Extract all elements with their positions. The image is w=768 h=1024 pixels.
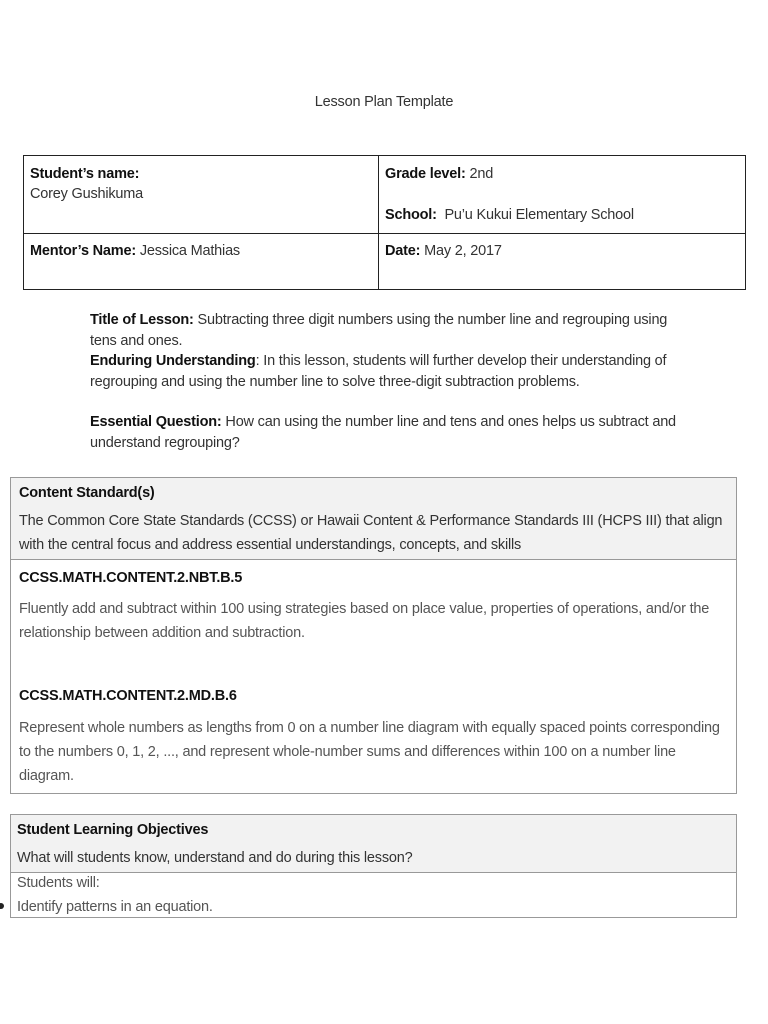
- document-title: Lesson Plan Template: [314, 94, 454, 110]
- learning-objectives-question: What will students know, understand and do during this lesson?: [17, 850, 413, 866]
- lesson-summary: [90, 310, 690, 453]
- essential-question-label: Essential Question:: [90, 414, 222, 430]
- school-value: Pu’u Kukui Elementary School: [444, 207, 634, 223]
- essential-question-value: How can using the number line and tens and ones helps us subtract and understand regrouping?: [90, 414, 676, 451]
- mentor-name-label: Mentor’s Name:: [30, 243, 136, 259]
- lesson-title-label: Title of Lesson:: [90, 312, 194, 328]
- standard-code: CCSS.MATH.CONTENT.2.NBT.B.5: [19, 570, 243, 586]
- standard-code: CCSS.MATH.CONTENT.2.MD.B.6: [19, 688, 237, 704]
- lesson-title-value: Subtracting three digit numbers using the number line and regrouping using tens and ones.: [90, 312, 668, 349]
- enduring-understanding-label: Enduring Understanding: [90, 353, 256, 369]
- school-label: School:: [385, 207, 437, 223]
- lesson-title-paragraph: [90, 310, 690, 351]
- student-name-value: Corey Gushikuma: [30, 186, 144, 202]
- content-standards-header: [11, 478, 736, 560]
- standard-description: Represent whole numbers as lengths from 0 on a number line diagram with equally spaced points corresponding to the numbers 0, 1, 2, ..., and represent whole-number sums and differences within 100 on a number line diagram.: [19, 720, 720, 784]
- mentor-name-value: Jessica Mathias: [139, 243, 240, 259]
- content-standards-table: [10, 477, 737, 794]
- grade-level-cell: [385, 164, 493, 184]
- essential-question-paragraph: [90, 412, 690, 453]
- learning-objectives-header: [11, 815, 736, 873]
- table-divider: [378, 156, 379, 289]
- learning-objectives-title: Student Learning Objectives: [17, 822, 209, 838]
- grade-level-value: 2nd: [469, 166, 494, 182]
- objectives-intro: Students will:: [17, 875, 100, 891]
- content-standards-description: The Common Core State Standards (CCSS) or Hawaii Content & Performance Standards III (HCPS III) that align with the central focus and address essential understandings, concepts, and skills: [19, 513, 723, 553]
- date-value: May 2, 2017: [424, 243, 502, 259]
- student-info-table: [23, 155, 746, 290]
- table-divider: [24, 233, 745, 234]
- content-standards-title: Content Standard(s): [19, 485, 155, 501]
- objective-item: Identify patterns in an equation.: [17, 899, 213, 915]
- enduring-understanding-value: : In this lesson, students will further develop their understanding of regrouping and using the number line to solve three-digit subtraction problems.: [90, 353, 667, 390]
- date-label: Date:: [385, 243, 421, 259]
- grade-level-label: Grade level:: [385, 166, 466, 182]
- date-cell: [385, 241, 502, 261]
- standard-description: Fluently add and subtract within 100 using strategies based on place value, properties of operations, and/or the relationship between addition and subtraction.: [19, 601, 710, 641]
- enduring-understanding-paragraph: [90, 351, 690, 392]
- school-cell: [385, 205, 634, 225]
- student-name-label: Student’s name:: [30, 166, 140, 182]
- bullet-icon: [0, 903, 4, 909]
- mentor-name-cell: [30, 241, 240, 261]
- learning-objectives-table: [10, 814, 737, 918]
- student-name-cell: [30, 164, 143, 204]
